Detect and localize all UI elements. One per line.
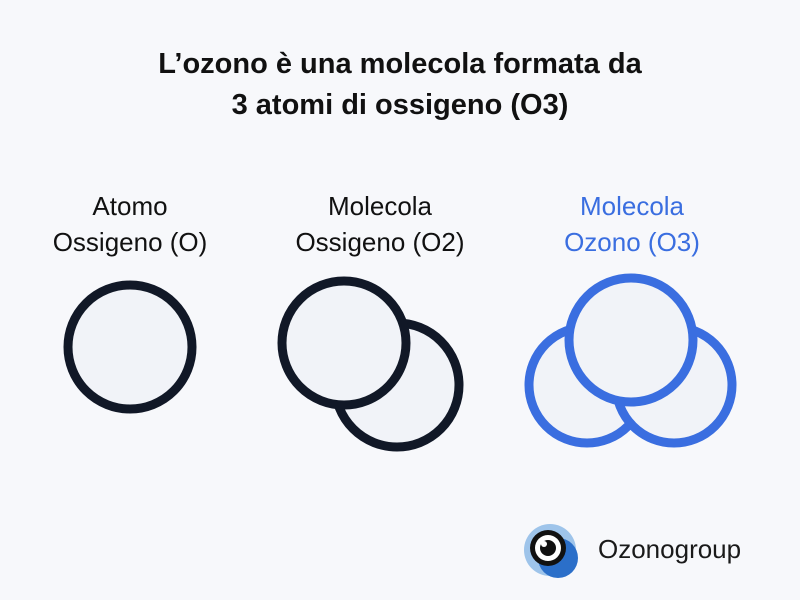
o2-atom-front-circle (282, 281, 406, 405)
oxygen-atom-circle (68, 285, 192, 409)
o3-atom-top-circle (569, 278, 693, 402)
label-oxygen-atom-line-1: Atomo (92, 191, 168, 221)
title-line-2: 3 atomi di ossigeno (O3) (231, 89, 569, 121)
label-oxygen-atom-line-2: Ossigeno (O) (52, 227, 208, 257)
brand (520, 520, 780, 580)
ozonogroup-logo-icon (520, 520, 590, 580)
label-ozone-molecule-line-2: Ozono (O3) (564, 227, 700, 257)
brand-name: Ozonogroup (598, 534, 742, 564)
label-oxygen-molecule-line-1: Molecola (327, 191, 433, 221)
label-oxygen-molecule-line-2: Ossigeno (O2) (295, 227, 465, 257)
label-ozone-molecule-line-1: Molecola (579, 191, 685, 221)
title-line-1: L’ozono è una molecola formata da (158, 48, 642, 80)
